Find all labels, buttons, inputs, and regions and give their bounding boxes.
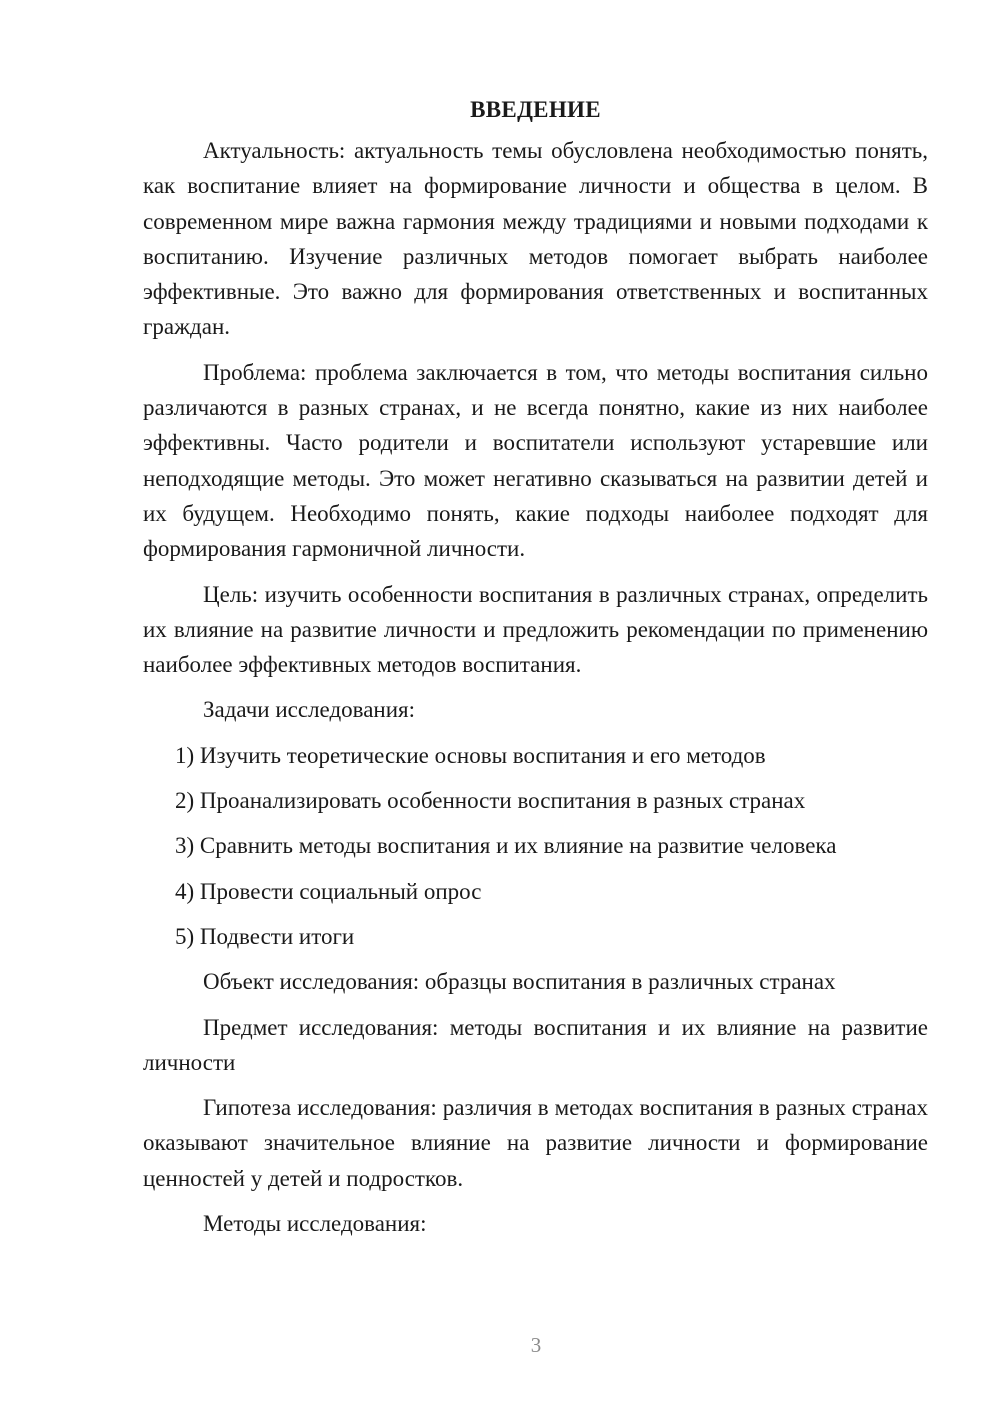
task-item-1: 1) Изучить теоретические основы воспитания и его методов	[175, 742, 766, 768]
task-item-2: 2) Проанализировать особенности воспитания в разных странах	[175, 788, 806, 814]
task-item-5: 5) Подвести итоги	[175, 923, 355, 949]
subject-paragraph: Предмет исследования: методы воспитания и их влияние на развитие личности	[143, 1014, 928, 1075]
goal-paragraph: Цель: изучить особенности воспитания в различных странах, определить их влияние на развитие личности и предложить рекомендации по применению наиболее эффективных методов воспитания.	[143, 581, 928, 678]
tasks-list	[143, 738, 928, 954]
page-number: 3	[530, 1333, 542, 1357]
relevance-paragraph: Актуальность: актуальность темы обусловлена необходимостью понять, как воспитание влияет на формирование личности и общества в целом. В современном мире важна гармония между традициями и новыми подходами к воспитанию. Изучение различных методов помогает выбрать наиболее эффективные. Это важно для формирования ответственных и воспитанных граждан.	[143, 138, 928, 340]
task-item-4: 4) Провести социальный опрос	[175, 878, 482, 904]
task-item-3: 3) Сравнить методы воспитания и их влияние на развитие человека	[175, 833, 837, 859]
page-title: ВВЕДЕНИЕ	[470, 97, 601, 122]
problem-paragraph: Проблема: проблема заключается в том, что методы воспитания сильно различаются в разных странах, и не всегда понятно, какие из них наиболее эффективны. Часто родители и воспитатели используют устаревшие или неподходящие методы. Это может негативно сказываться на развитии детей и их будущем. Необходимо понять, какие подходы наиболее подходят для формирования гармоничной личности.	[143, 359, 928, 562]
page-content	[143, 92, 928, 1251]
object-paragraph: Объект исследования: образцы воспитания в различных странах	[203, 969, 836, 995]
hypothesis-paragraph: Гипотеза исследования: различия в методах воспитания в разных странах оказывают значительное влияние на развитие личности и формирование ценностей у детей и подростков.	[143, 1095, 928, 1191]
tasks-heading: Задачи исследования:	[203, 697, 416, 723]
methods-heading: Методы исследования:	[203, 1211, 427, 1237]
